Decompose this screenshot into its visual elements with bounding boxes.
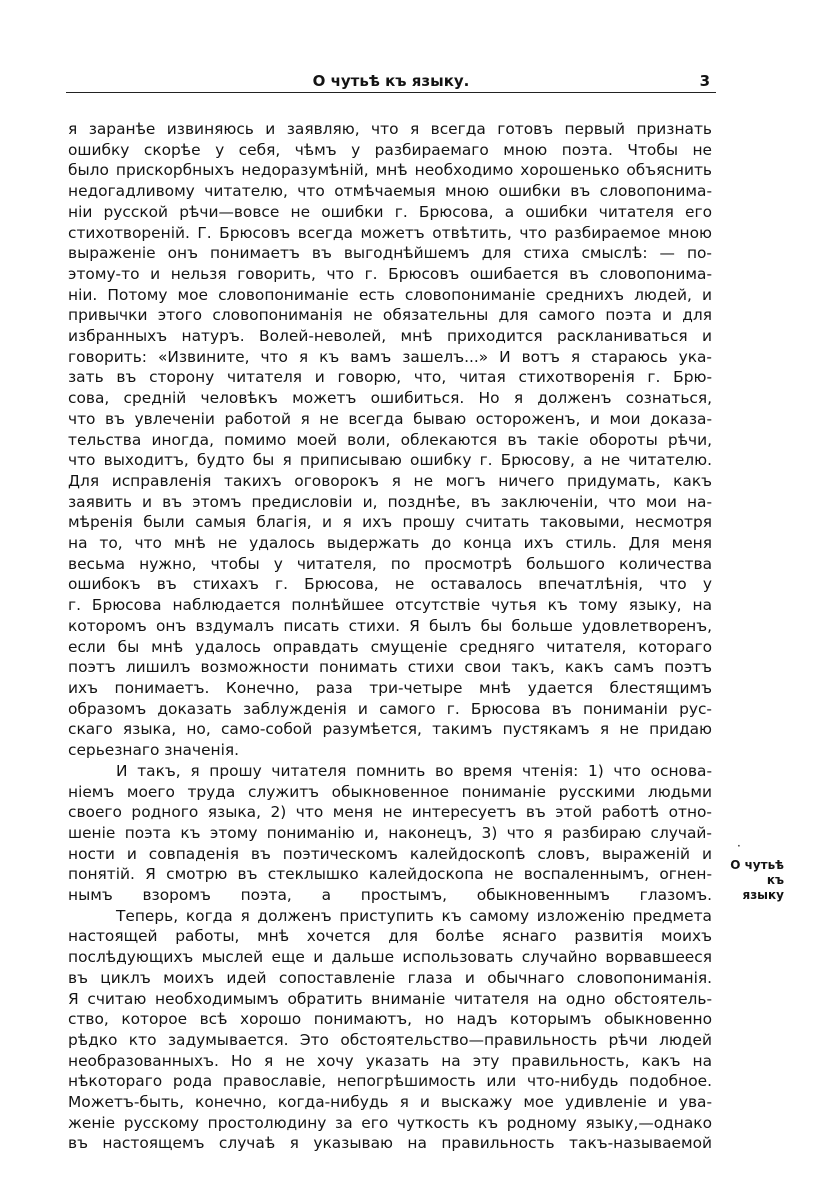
text-line: зать въ сторону читателя и говорю, что, читая стихотворенія г. Брю- (68, 368, 712, 387)
text-line: настоящей работы, мнѣ хочется для болѣе яснаго развитія моихъ (68, 927, 712, 946)
text-line: поэтъ лишилъ возможности понимать стихи свои такъ, какъ самъ поэтъ (68, 658, 712, 677)
text-line: мѣренія были самыя благія, и я ихъ прошу считать таковыми, несмотря (68, 513, 712, 532)
text-line: привычки этого словопониманія не обязательны для самого поэта и для (68, 306, 712, 325)
text-line: ніи. Потому мое словопониманіе есть словопониманіе среднихъ людей, и (68, 285, 712, 304)
text-line: женіе русскому простолюдину за его чуткость къ родному языку,—однако (68, 1113, 712, 1132)
text-line: нымъ взоромъ поэта, а простымъ, обыкновеннымъ глазомъ. (68, 886, 712, 905)
text-line: ошибку скорѣе у себя, чѣмъ у разбираемаго мною поэта. Чтобы не (68, 140, 712, 159)
text-line: въ циклъ моихъ идей сопоставленіе глаза и обычнаго словопониманія. (68, 968, 712, 987)
margin-note-line: къ (766, 873, 784, 887)
margin-note-line: языку (742, 888, 784, 902)
margin-note (720, 858, 784, 903)
text-line: г. Брюсова наблюдается полнѣйшее отсутствіе чутья къ тому языку, на (68, 596, 712, 615)
text-line: послѣдующихъ мыслей еще и дальше использовать случайно ворвавшееся (68, 948, 712, 967)
text-line: недогадливому читателю, что отмѣчаемыя мною ошибки въ словопонима- (68, 182, 712, 201)
text-line: я заранѣе извиняюсь и заявляю, что я всегда готовъ первый признать (68, 120, 712, 138)
text-line: выраженіе онъ понимаетъ въ выгоднѣйшемъ для стиха смыслѣ: — по- (68, 244, 712, 263)
text-line: ство, которое всѣ хорошо понимаютъ, но надъ которымъ обыкновенно (68, 1010, 712, 1029)
text-line: которомъ онъ вздумалъ писать стихи. Я былъ бы больше удовлетворенъ, (68, 616, 712, 635)
text-line: Теперь, когда я долженъ приступить къ самому изложенію предмета (116, 906, 712, 925)
text-line: сова, средній человѣкъ можетъ ошибиться. Но я долженъ сознаться, (68, 389, 712, 408)
text-line: если бы мнѣ удалось оправдать смущеніе средняго читателя, котораго (68, 637, 712, 656)
text-line: необразованныхъ. Но я не хочу указать на эту правильность, какъ на (68, 1051, 712, 1070)
text-line: шеніе поэта къ этому пониманію и, наконецъ, 3) что я разбираю случай- (68, 823, 712, 842)
running-title: О чутьѣ къ языку. (312, 72, 470, 90)
text-line: избранныхъ натуръ. Волей-неволей, мнѣ приходится раскланиваться и (68, 327, 712, 346)
text-line: нѣкотораго рода православіе, непогрѣшимость или что-нибудь подобное. (68, 1072, 712, 1091)
text-line: скаго языка, но, само-собой разумѣется, такимъ пустякамъ я не придаю (68, 720, 712, 739)
text-line: рѣдко кто задумывается. Это обстоятельство—правильность рѣчи людей (68, 1030, 712, 1049)
text-line: И такъ, я прошу читателя помнить во время чтенія: 1) что основа- (116, 761, 712, 780)
text-line: ошибокъ въ стихахъ г. Брюсова, не оставалось впечатлѣнія, что у (68, 575, 712, 594)
text-line: ности и совпаденія въ поэтическомъ калейдоскопѣ словъ, выраженій и (68, 844, 712, 863)
text-line: ніемъ моего труда служитъ обыкновенное пониманіе русскими людьми (68, 782, 712, 801)
text-line: было прискорбныхъ недоразумѣній, мнѣ необходимо хорошенько объяснить (68, 161, 712, 180)
text-line: весьма нужно, чтобы у читателя, по просмотрѣ большого количества (68, 554, 712, 573)
text-line: своего родного языка, 2) что меня не интересуетъ въ этой работѣ отно- (68, 803, 712, 822)
text-line: Для исправленія такихъ оговорокъ я не могъ ничего придумать, какъ (68, 471, 712, 490)
text-line: тельства иногда, помимо моей воли, облекаются въ такіе обороты рѣчи, (68, 430, 712, 449)
text-line: говорить: «Извините, что я къ вамъ зашелъ...» И вотъ я стараюсь ука- (68, 347, 712, 366)
text-line: понятій. Я смотрю въ стеклышко калейдоскопа не воспаленнымъ, огнен- (68, 865, 712, 884)
text-line: заявить и въ этомъ предисловіи и, позднѣе, въ заключеніи, что мои на- (68, 492, 712, 511)
text-line: серьезнаго значенія. (68, 741, 240, 760)
text-line: Я считаю необходимымъ обратить вниманіе читателя на одно обстоятель- (68, 989, 712, 1008)
margin-dot: · (737, 839, 741, 853)
text-line: что въ увлеченіи работой я не всегда бываю остороженъ, и мои доказа- (68, 409, 712, 428)
text-line: образомъ доказать заблужденія и самого г. Брюсова въ пониманіи рус- (68, 699, 712, 718)
text-line: что выходитъ, будто бы я приписываю ошибку г. Брюсову, а не читателю. (68, 451, 712, 470)
text-line: на то, что мнѣ не удалось выдержать до конца ихъ стиль. Для меня (68, 534, 712, 553)
text-line: ихъ понимаетъ. Конечно, раза три-четыре мнѣ удается блестящимъ (68, 678, 712, 697)
text-line: ніи русской рѣчи—вовсе не ошибки г. Брюсова, а ошибки читателя его (68, 202, 712, 221)
text-line: Можетъ-быть, конечно, когда-нибудь я и выскажу мое удивленіе и ува- (68, 1093, 712, 1112)
text-line: этому-то и нельзя говорить, что г. Брюсовъ ошибается въ словопонима- (68, 264, 712, 283)
body-text (68, 119, 712, 1154)
page-number: 3 (699, 72, 710, 90)
text-line: въ настоящемъ случаѣ я указываю на правильность такъ-называемой (68, 1134, 712, 1153)
text-line: стихотвореній. Г. Брюсовъ всегда можетъ отвѣтить, что разбираемое мною (68, 223, 712, 242)
margin-note-line: О чутьѣ (730, 858, 784, 872)
running-header (66, 70, 716, 93)
